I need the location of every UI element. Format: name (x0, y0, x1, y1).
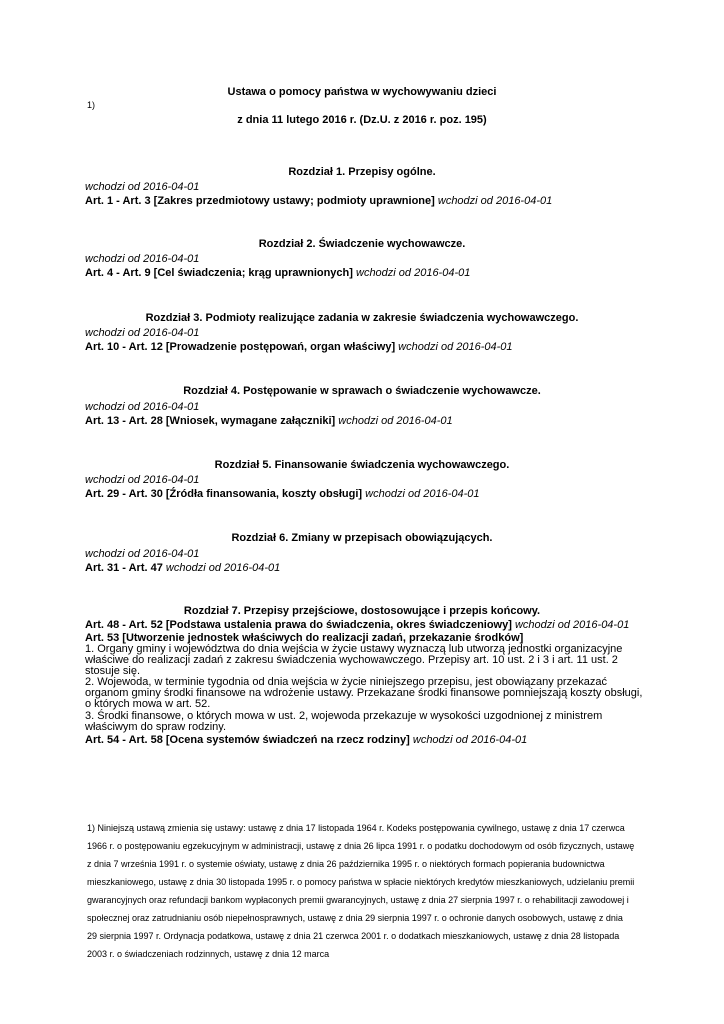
chapter-5-title: Rozdział 5. Finansowanie świadczenia wychowawczego. (214, 459, 510, 471)
article-link[interactable] (85, 562, 280, 574)
chapter-4-effective-date: wchodzi od 2016-04-01 (85, 401, 200, 413)
article-link[interactable] (85, 619, 629, 631)
article-effective-date: wchodzi od 2016-04-01 (165, 562, 281, 574)
article-effective-date: wchodzi od 2016-04-01 (365, 488, 480, 500)
article-effective-date: wchodzi od 2016-04-01 (514, 619, 630, 631)
chapter-6-effective-date: wchodzi od 2016-04-01 (85, 548, 200, 560)
chapter-5-effective-date: wchodzi od 2016-04-01 (85, 474, 200, 486)
article-link[interactable] (85, 415, 453, 427)
article-label: Art. 54 - Art. 58 [Ocena systemów świadczeń na rzecz rodziny] (85, 734, 410, 746)
chapter-2-title: Rozdział 2. Świadczenie wychowawcze. (258, 238, 466, 250)
chapter-1-title: Rozdział 1. Przepisy ogólne. (288, 166, 436, 178)
article-label: Art. 48 - Art. 52 [Podstawa ustalenia prawa do świadczenia, okres świadczeniowy] (85, 619, 512, 631)
article-label: Art. 31 - Art. 47 (85, 562, 163, 574)
document-title: Ustawa o pomocy państwa w wychowywaniu dzieci (227, 86, 497, 98)
article-label: Art. 13 - Art. 28 [Wniosek, wymagane załączniki] (85, 415, 336, 427)
article-link[interactable] (85, 734, 527, 746)
chapter-1-effective-date: wchodzi od 2016-04-01 (85, 181, 200, 193)
article-label: Art. 1 - Art. 3 [Zakres przedmiotowy ustawy; podmioty uprawnione] (85, 195, 435, 207)
article-link[interactable] (85, 195, 552, 207)
article-label: Art. 10 - Art. 12 [Prowadzenie postępowań, organ właściwy] (85, 341, 396, 353)
article-53-paragraph-2: 2. Wojewoda, w terminie tygodnia od dnia wejścia w życie niniejszego przepisu, jest obowiązany przekazać organom gminy środki finansowe na wdrożenie ustawy. Przekazane środki finansowe pomniejszają koszty obsługi, o których mowa w art. 52. (85, 676, 643, 710)
article-link[interactable] (85, 488, 480, 500)
article-effective-date: wchodzi od 2016-04-01 (398, 341, 513, 353)
article-53-paragraph-3: 3. Środki finansowe, o których mowa w ust. 2, wojewoda przekazuje w wysokości uzgodnionej z ministrem właściwym do spraw rodziny. (85, 710, 603, 733)
article-label: Art. 4 - Art. 9 [Cel świadczenia; krąg uprawnionych] (85, 267, 353, 279)
article-link[interactable] (85, 341, 513, 353)
article-53-paragraph-1: 1. Organy gminy i województwa do dnia wejścia w życie ustawy wyznaczą lub utworzą jednostki organizacyjne właściwe do realizacji zadań z zakresu świadczenia wychowawczego. Przepisy art. 10 ust. 2 i 3 i art. 11 ust. 2 stosuje się. (85, 643, 623, 677)
article-label: Art. 29 - Art. 30 [Źródła finansowania, koszty obsługi] (85, 488, 363, 500)
article-effective-date: wchodzi od 2016-04-01 (338, 415, 453, 427)
chapter-3-title: Rozdział 3. Podmioty realizujące zadania w zakresie świadczenia wychowawczego. (145, 312, 579, 324)
article-label: Art. 53 [Utworzenie jednostek właściwych do realizacji zadań, przekazanie środków] (85, 632, 524, 644)
article-link[interactable] (85, 267, 470, 279)
article-effective-date: wchodzi od 2016-04-01 (437, 195, 553, 207)
chapter-7-title: Rozdział 7. Przepisy przejściowe, dostosowujące i przepis końcowy. (183, 605, 541, 617)
chapter-3-effective-date: wchodzi od 2016-04-01 (85, 327, 200, 339)
chapter-4-title: Rozdział 4. Postępowanie w sprawach o świadczenie wychowawcze. (183, 385, 541, 397)
chapter-6-title: Rozdział 6. Zmiany w przepisach obowiązujących. (231, 532, 493, 544)
article-effective-date: wchodzi od 2016-04-01 (356, 267, 471, 279)
footnote-reference: 1) (87, 100, 96, 110)
chapter-2-effective-date: wchodzi od 2016-04-01 (85, 253, 200, 265)
document-date: z dnia 11 lutego 2016 r. (Dz.U. z 2016 r. poz. 195) (237, 114, 487, 126)
footnote-text: 1) Niniejszą ustawą zmienia się ustawy: ustawę z dnia 17 listopada 1964 r. Kodeks postępowania cywilnego, ustawę z dnia 17 czerwca 1966 r. o postępowaniu egzekucyjnym w administracji, ustawę z dnia 26 lipca 1991 r. o podatku dochodowym od osób fizycznych, ustawę z dnia 7 września 1991 r. o systemie oświaty, ustawę z dnia 26 października 1995 r. o niektórych formach popierania budownictwa mieszkaniowego, ustawę z dnia 30 listopada 1995 r. o pomocy państwa w spłacie niektórych kredytów mieszkaniowych, udzielaniu premii gwarancyjnych oraz refundacji bankom wypłaconych premii gwarancyjnych, ustawę z dnia 27 sierpnia 1997 r. o rehabilitacji zawodowej i społecznej oraz zatrudnianiu osób niepełnosprawnych, ustawę z dnia 29 sierpnia 1997 r. o ochronie danych osobowych, ustawę z dnia 29 sierpnia 1997 r. Ordynacja podatkowa, ustawę z dnia 21 czerwca 2001 r. o dodatkach mieszkaniowych, ustawę z dnia 28 listopada 2003 r. o świadczeniach rodzinnych, ustawę z dnia 12 marca (87, 823, 635, 959)
article-effective-date: wchodzi od 2016-04-01 (412, 734, 528, 746)
